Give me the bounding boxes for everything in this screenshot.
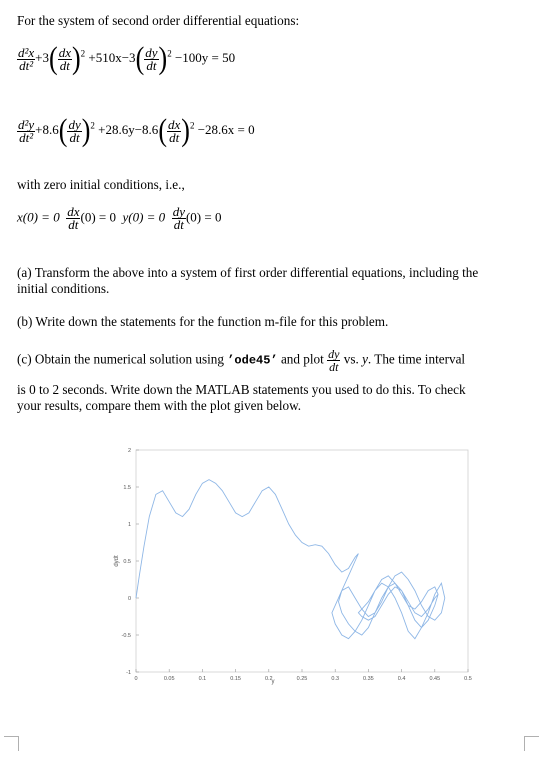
- dy0-condition: (0) = 0: [185, 209, 222, 225]
- x-tick-label: 0.35: [363, 676, 374, 682]
- y-tick-label: 1: [127, 522, 131, 528]
- denominator: dt: [329, 360, 339, 374]
- exponent: 2: [189, 120, 195, 131]
- numerator: d²y: [18, 116, 35, 132]
- denominator: dt: [68, 217, 79, 232]
- part-c-line-1: [17, 348, 465, 373]
- x-tick-label: 0.25: [296, 676, 308, 682]
- part-c-line-3: your results, compare them with the plot given below.: [17, 398, 302, 413]
- part-c-prefix: (c) Obtain the numerical solution using: [17, 351, 228, 367]
- x-tick-label: 0: [134, 676, 138, 682]
- x-tick-label: 0.2: [264, 676, 273, 682]
- exponent: 2: [90, 120, 95, 131]
- y-tick-label: 0.5: [123, 559, 131, 565]
- part-b-text: (b) Write down the statements for the function m-file for this problem.: [17, 314, 389, 329]
- page-corner-right: [524, 736, 539, 751]
- equation-1: $\frac{\text{d²x}}{\text{dt²}}$ +3( $\frac{dx}{dt}$ )$^2$ +510x−3( $\frac{dy}{dt}$ )$^2$ −100y = 50: [18, 41, 236, 76]
- x-tick-label: 0.45: [429, 676, 441, 682]
- dy-dt-fraction: [327, 348, 340, 373]
- dx-dt-fraction: [66, 206, 80, 231]
- equation-2: $\frac{\text{d²y}}{\text{dt²}}$ +8.6( $\frac{dy}{dt}$ )$^2$ +28.6y−8.6( $\frac{dx}{dt}$ )$^2$ −28.6x = 0: [18, 113, 255, 148]
- x-tick-label: 0.1: [198, 676, 207, 682]
- coefficient: +8.6: [35, 121, 59, 137]
- x-axis-label: y: [271, 679, 275, 685]
- plot-frame: [136, 450, 468, 672]
- initial-conditions: [17, 206, 221, 231]
- coefficient: +3: [35, 49, 50, 65]
- y-tick-label: 1.5: [123, 485, 131, 491]
- y-axis-label: dydt: [114, 555, 120, 567]
- denominator: dt: [173, 217, 184, 232]
- dy-dt-fraction: [67, 116, 81, 145]
- denominator: dt: [146, 57, 157, 73]
- intro-text: For the system of second order differential equations:: [17, 13, 300, 28]
- d2x-dt2-fraction: [17, 44, 35, 73]
- y-variable: y: [362, 351, 368, 367]
- numerator: d²x: [18, 44, 35, 60]
- denominator: dt: [169, 129, 180, 145]
- denominator: dt²: [19, 57, 34, 73]
- numerator: dy: [145, 44, 158, 60]
- ode45-code: ’ode45’: [227, 353, 278, 368]
- dy-dt-fraction: [172, 206, 186, 231]
- phase-plot: [90, 428, 480, 688]
- numerator: dy: [172, 204, 185, 219]
- dx-dt-fraction: [167, 116, 181, 145]
- middle-term: +510x−3: [88, 49, 136, 65]
- middle-term: +28.6y−8.6: [98, 121, 159, 137]
- dy-dt-fraction: [144, 44, 158, 73]
- y-tick-label: -0.5: [121, 633, 131, 639]
- part-a-line-1: (a) Transform the above into a system of first order differential equations, including the: [17, 265, 479, 280]
- d2y-dt2-fraction: [17, 116, 35, 145]
- x-tick-label: 0.5: [464, 676, 472, 682]
- x-tick-label: 0.4: [397, 676, 406, 682]
- tail-term: −28.6x = 0: [197, 121, 255, 137]
- numerator: dy: [68, 116, 81, 132]
- x-tick-label: 0.15: [230, 676, 241, 682]
- tail-term: −100y = 50: [174, 49, 236, 65]
- x0-condition: x(0) = 0: [17, 209, 60, 225]
- denominator: dt²: [19, 129, 34, 145]
- denominator: dt: [69, 129, 80, 145]
- part-c-mid: and plot: [277, 351, 328, 367]
- exponent: 2: [167, 48, 172, 59]
- numerator: dy: [328, 347, 340, 361]
- y-tick-label: -1: [126, 670, 131, 676]
- dx0-condition: (0) = 0: [80, 209, 116, 225]
- x-tick-label: 0.3: [331, 676, 340, 682]
- part-c-vs: vs.: [340, 351, 363, 367]
- numerator: dx: [67, 204, 80, 219]
- page-corner-left: [4, 736, 19, 751]
- exponent: 2: [80, 48, 86, 59]
- part-a-line-2: initial conditions.: [17, 281, 110, 296]
- y-tick-label: 2: [127, 448, 131, 454]
- part-c-line-2: is 0 to 2 seconds. Write down the MATLAB statements you used to do this. To check: [17, 382, 466, 397]
- zero-conditions-text: with zero initial conditions, i.e.,: [17, 177, 185, 192]
- numerator: dx: [58, 44, 71, 60]
- numerator: dx: [167, 116, 181, 132]
- denominator: dt: [59, 57, 70, 73]
- x-tick-label: 0.05: [163, 676, 175, 682]
- part-c-end: . The time interval: [367, 351, 466, 367]
- dx-dt-fraction: [58, 44, 72, 73]
- y-tick-label: 0: [127, 596, 131, 602]
- y0-condition: y(0) = 0: [122, 209, 166, 225]
